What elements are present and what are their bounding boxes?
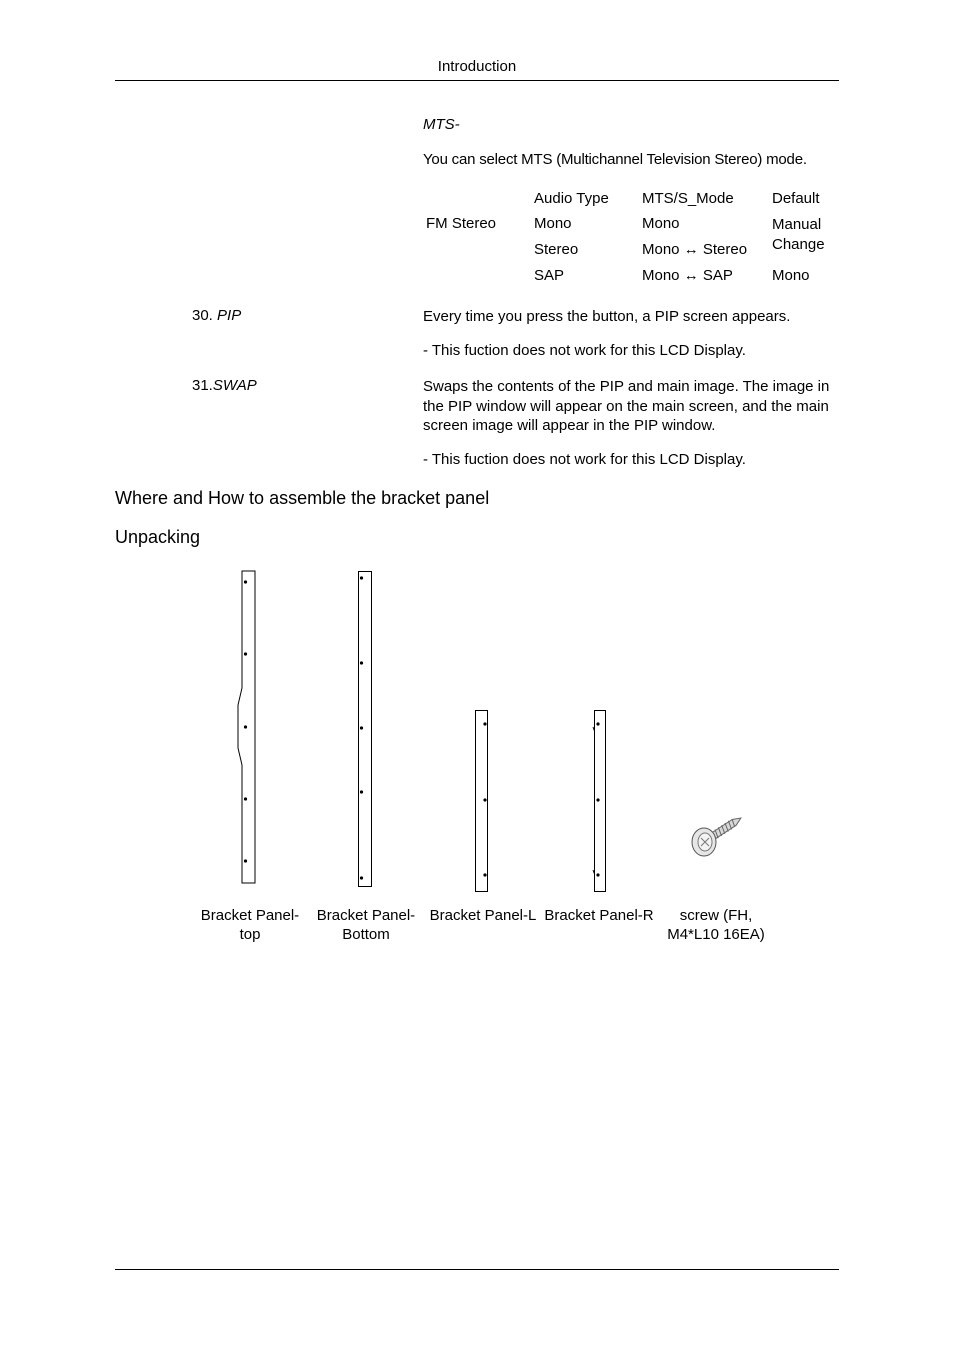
section-subtitle: Unpacking	[115, 527, 201, 547]
table-cell-audio-type: Mono	[534, 215, 572, 232]
table-cell-default: Mono	[772, 267, 810, 284]
table-header-audio-type: Audio Type	[534, 190, 609, 207]
caption-bracket-panel-top: Bracket Panel-top	[200, 907, 300, 943]
caption-screw: screw (FH, M4*L10 16EA)	[667, 907, 765, 943]
caption-bracket-panel-r: Bracket Panel-R	[544, 907, 654, 924]
table-cell-audio-type: SAP	[534, 267, 565, 284]
table-header-mode: MTS/S_Mode	[642, 190, 734, 207]
item-note-swap: - This fuction does not work for this LCD Display.	[423, 451, 746, 468]
table-cell-mode: Mono	[642, 215, 680, 232]
caption-bracket-panel-bottom: Bracket Panel-Bottom	[316, 907, 416, 943]
footer-rule	[115, 1269, 839, 1270]
bracket-panel-r-drawing	[593, 711, 606, 892]
item-name: PIP	[217, 307, 242, 324]
table-cell-default-merged: Manual Change	[772, 216, 825, 253]
table-cell-audio-type: Stereo	[534, 241, 579, 258]
item-description-pip: Every time you press the button, a PIP screen appears.	[423, 308, 791, 325]
mts-description: You can select MTS (Multichannel Television Stereo) mode.	[423, 151, 807, 168]
table-cell-mode: Mono ↔ SAP	[642, 267, 733, 284]
item-number: 30.	[192, 307, 218, 324]
item-number: 31.	[192, 377, 213, 394]
bracket-panel-l-drawing	[476, 711, 488, 892]
mts-title: MTS-	[423, 116, 460, 133]
table-group-label: FM Stereo	[426, 215, 497, 232]
page-header: Introduction	[437, 58, 517, 75]
caption-bracket-panel-l: Bracket Panel-L	[429, 907, 537, 924]
table-cell-mode: Mono ↔ Stereo	[642, 241, 748, 258]
bracket-panel-top-drawing	[238, 571, 255, 883]
bracket-panel-bottom-drawing	[359, 572, 372, 887]
item-note-pip: - This fuction does not work for this LCD Display.	[423, 342, 746, 359]
screw-icon	[692, 814, 743, 856]
item-description-swap: Swaps the contents of the PIP and main image. The image in the PIP window will appear on the main screen, and the main screen image will appear in the PIP window.	[423, 378, 830, 434]
table-header-default: Default	[772, 190, 820, 207]
section-title: Where and How to assemble the bracket panel	[115, 488, 490, 508]
item-name: SWAP	[212, 377, 257, 394]
